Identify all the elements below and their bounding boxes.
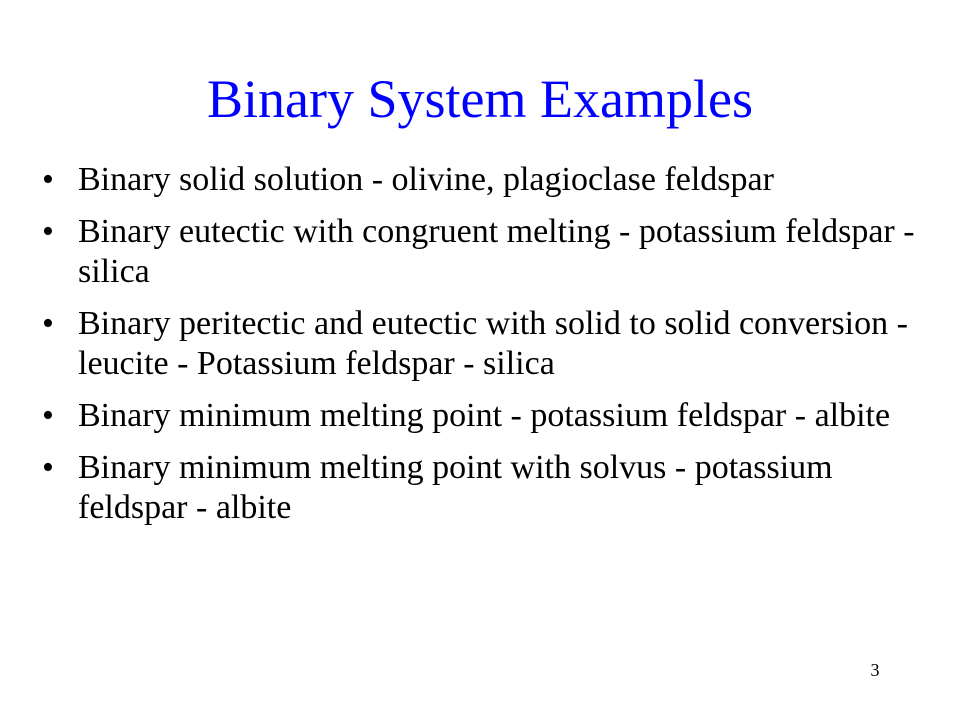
bullet-text: Binary minimum melting point with solvus - potassium feldspar - albite — [78, 449, 833, 526]
bullet-text: Binary minimum melting point - potassium feldspar - albite — [78, 397, 891, 434]
bullet-icon: • — [42, 397, 54, 434]
bullet-item — [42, 212, 922, 292]
bullet-item — [42, 160, 922, 200]
bullet-item — [42, 304, 922, 384]
bullet-icon: • — [42, 161, 54, 198]
bullet-icon: • — [42, 449, 54, 486]
bullet-text: Binary solid solution - olivine, plagioclase feldspar — [78, 161, 774, 198]
bullet-list — [42, 160, 922, 540]
bullet-icon: • — [42, 305, 54, 342]
bullet-text: Binary peritectic and eutectic with solid to solid conversion - leucite - Potassium feldspar - silica — [78, 305, 908, 382]
slide-number: 3 — [870, 660, 880, 680]
bullet-item — [42, 396, 922, 436]
bullet-icon: • — [42, 213, 54, 250]
slide-title: Binary System Examples — [207, 69, 753, 129]
bullet-text: Binary eutectic with congruent melting - potassium feldspar - silica — [78, 213, 915, 290]
bullet-item — [42, 448, 922, 528]
